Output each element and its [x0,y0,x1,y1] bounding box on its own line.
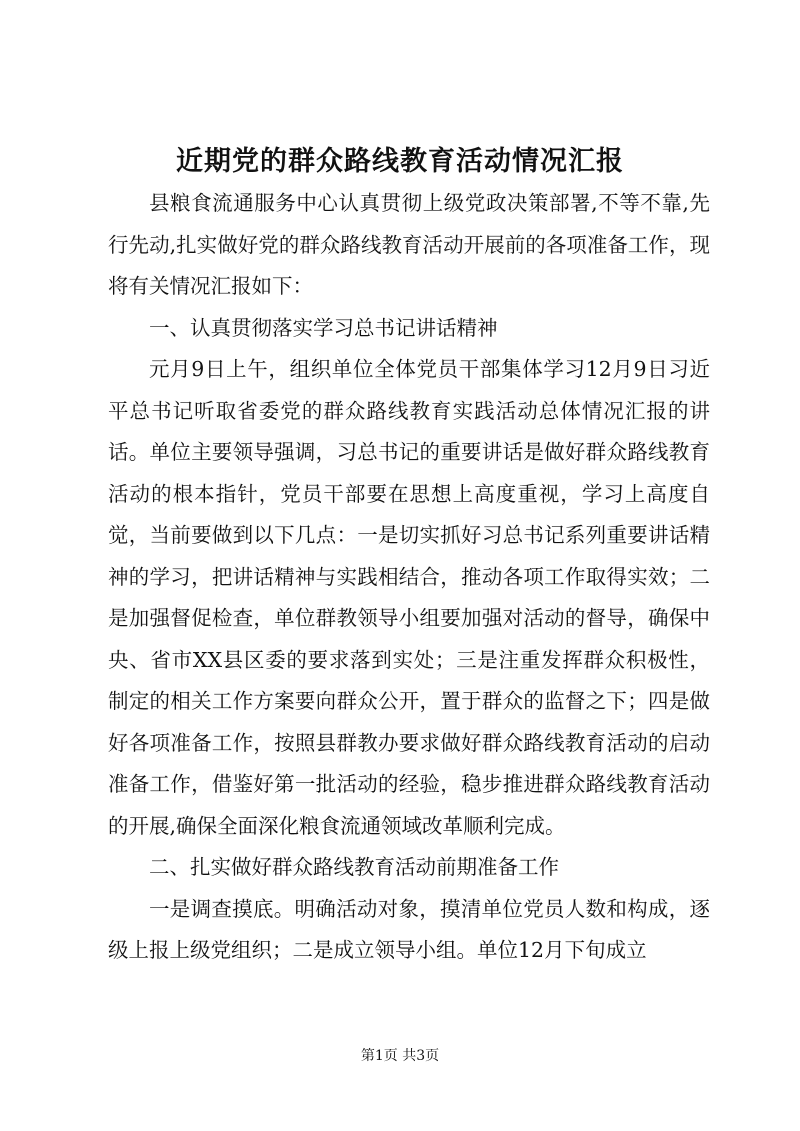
paragraph-study: 元月9日上午，组织单位全体党员干部集体学习12月9日习近平总书记听取省委党的群众路线教育实践活动总体情况汇报的讲话。单位主要领导强调，习总书记的重要讲话是做好群众路线教育活动的根本指针，党员干部要在思想上高度重视，学习上高度自觉，当前要做到以下几点：一是切实抓好习总书记系列重要讲话精神的学习，把讲话精神与实践相结合，推动各项工作取得实效；二是加强督促检查，单位群教领导小组要加强对活动的督导，确保中央、省市XX县区委的要求落到实处；三是注重发挥群众积极性，制定的相关工作方案要向群众公开，置于群众的监督之下；四是做好各项准备工作，按照县群教办要求做好群众路线教育活动的启动准备工作，借鉴好第一批活动的经验，稳步推进群众路线教育活动的开展,确保全面深化粮食流通领域改革顺利完成。 [108,357,710,838]
page-footer: 第1页 共3页 [360,1048,440,1064]
paragraph-preparation: 一是调查摸底。明确活动对象，摸清单位党员人数和构成，逐级上报上级党组织；二是成立领导小组。单位12月下旬成立 [108,896,710,962]
section-heading-1: 一、认真贯彻落实学习总书记讲话精神 [149,315,498,340]
document-title: 近期党的群众路线教育活动情况汇报 [176,146,624,177]
section-heading-2: 二、扎实做好群众路线教育活动前期准备工作 [149,855,559,879]
document-body [108,183,710,972]
paragraph-intro: 县粮食流通服务中心认真贯彻上级党政决策部署,不等不靠,先行先动,扎实做好党的群众路线教育活动开展前的各项准备工作，现将有关情况汇报如下： [108,191,710,298]
